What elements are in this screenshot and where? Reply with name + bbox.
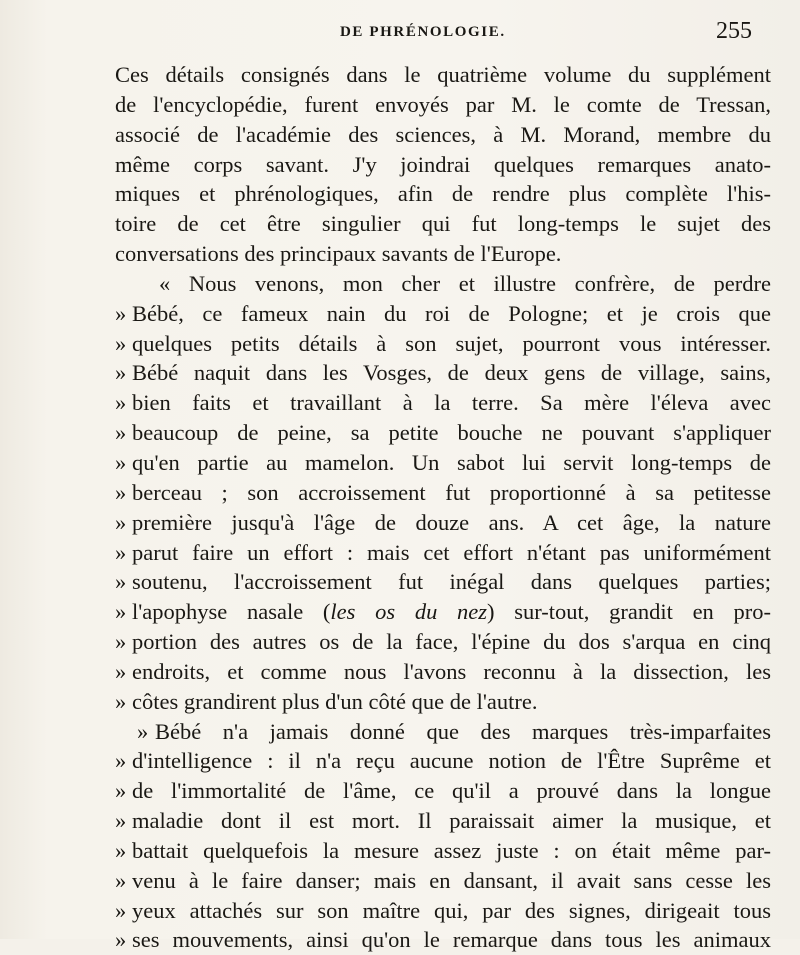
quote-line <box>115 836 771 866</box>
quote-line <box>115 866 771 896</box>
quote-line <box>115 269 771 299</box>
page-number: 255 <box>716 18 752 44</box>
quote-text: bien faits et travaillant à la terre. Sa mère l'éleva avec <box>132 390 771 416</box>
quote-text: yeux attachés sur son maître qui, par des signes, dirigeait tous <box>132 897 771 923</box>
quote-text: Bébé n'a jamais donné que des marques très-imparfaites <box>155 718 771 744</box>
quote-mark: » <box>115 390 127 416</box>
quote-text-before: l'apophyse nasale ( <box>132 599 331 625</box>
quote-line <box>115 508 771 538</box>
text-line: de l'encyclopédie, furent envoyés par M. le comte de Tressan, <box>115 91 771 117</box>
quote-mark: » <box>115 569 127 595</box>
quote-line <box>115 299 771 329</box>
quote-line <box>115 717 771 747</box>
page-body <box>115 60 771 955</box>
quote-line <box>115 418 771 448</box>
quote-text: beaucoup de peine, sa petite bouche ne pouvant s'appliquer <box>132 420 771 446</box>
quote-text: qu'en partie au mamelon. Un sabot lui servit long-temps de <box>132 449 771 475</box>
quote-text-after: ) sur-tout, grandit en pro- <box>487 599 771 625</box>
quote-text: ses mouvements, ainsi qu'on le remarque dans tous les animaux <box>132 927 771 953</box>
quote-text: côtes grandirent plus d'un côté que de l'autre. <box>132 688 538 714</box>
quote-line <box>115 896 771 926</box>
running-title: DE PHRÉNOLOGIE. <box>340 24 506 40</box>
quote-mark: » <box>115 599 127 625</box>
quote-mark: » <box>115 539 127 565</box>
quote-line <box>115 567 771 597</box>
quote-text: d'intelligence : il n'a reçu aucune notion de l'Être Suprême et <box>132 748 771 774</box>
italic-phrase: les os du nez <box>330 599 488 625</box>
quote-text: battait quelquefois la mesure assez juste : on était même par- <box>132 837 771 863</box>
quote-mark: » <box>115 658 127 684</box>
quote-mark: » <box>115 479 127 505</box>
quote-line <box>115 627 771 657</box>
quote-mark: » <box>115 629 127 655</box>
quote-line <box>115 657 771 687</box>
text-line: associé de l'académie des sciences, à M. Morand, membre du <box>115 121 771 147</box>
quote-line <box>115 388 771 418</box>
quote-text: « Nous venons, mon cher et illustre confrère, de perdre <box>159 270 771 296</box>
quote-text: première jusqu'à l'âge de douze ans. A cet âge, la nature <box>132 509 771 535</box>
quote-mark: » <box>115 748 127 774</box>
quote-mark: » <box>115 927 127 953</box>
quote-mark: » <box>115 688 127 714</box>
quote-line <box>115 597 771 627</box>
text-line: même corps savant. J'y joindrai quelques remarques anato- <box>115 151 771 177</box>
quote-text: endroits, et comme nous l'avons reconnu à la dissection, les <box>132 658 771 684</box>
quote-mark: » <box>115 420 127 446</box>
quote-text: berceau ; son accroissement fut proportionné à sa petitesse <box>132 479 771 505</box>
quote-line <box>115 687 771 717</box>
quote-text: de l'immortalité de l'âme, ce qu'il a prouvé dans la longue <box>132 778 771 804</box>
quote-text: soutenu, l'accroissement fut inégal dans quelques parties; <box>132 569 771 595</box>
quote-mark: » <box>115 897 127 923</box>
quote-mark: » <box>115 867 127 893</box>
quote-line <box>115 925 771 955</box>
quote-line <box>115 776 771 806</box>
quote-text: Bébé naquit dans les Vosges, de deux gens de village, sains, <box>132 360 771 386</box>
quote-mark: » <box>115 509 127 535</box>
quote-mark: » <box>115 330 127 356</box>
text-line: toire de cet être singulier qui fut long-temps le sujet des <box>115 211 771 237</box>
quote-text: Bébé, ce fameux nain du roi de Pologne; et je crois que <box>132 300 771 326</box>
quote-mark: » <box>137 718 149 744</box>
text-line: Ces détails consignés dans le quatrième volume du supplément <box>115 62 771 87</box>
quote-text: maladie dont il est mort. Il paraissait aimer la musique, et <box>132 808 771 834</box>
quote-line <box>115 806 771 836</box>
quote-line <box>115 448 771 478</box>
quote-line <box>115 478 771 508</box>
quote-mark: » <box>115 360 127 386</box>
quote-text: venu à le faire danser; mais en dansant, il avait sans cesse les <box>132 867 771 893</box>
quote-line <box>115 329 771 359</box>
text-line: conversations des principaux savants de l'Europe. <box>115 241 562 267</box>
quote-text <box>132 597 771 627</box>
quote-mark: » <box>115 808 127 834</box>
quote-mark: » <box>115 300 127 326</box>
quote-line <box>115 538 771 568</box>
quote-text: quelques petits détails à son sujet, pourront vous intéresser. <box>132 330 771 356</box>
quote-line <box>115 746 771 776</box>
quote-text: parut faire un effort : mais cet effort n'étant pas uniformément <box>132 539 771 565</box>
quote-text: portion des autres os de la face, l'épine du dos s'arqua en cinq <box>132 629 771 655</box>
quote-mark: » <box>115 778 127 804</box>
quote-mark: » <box>115 449 127 475</box>
text-line: miques et phrénologiques, afin de rendre plus complète l'his- <box>115 181 771 207</box>
quote-line <box>115 358 771 388</box>
quote-mark: » <box>115 837 127 863</box>
